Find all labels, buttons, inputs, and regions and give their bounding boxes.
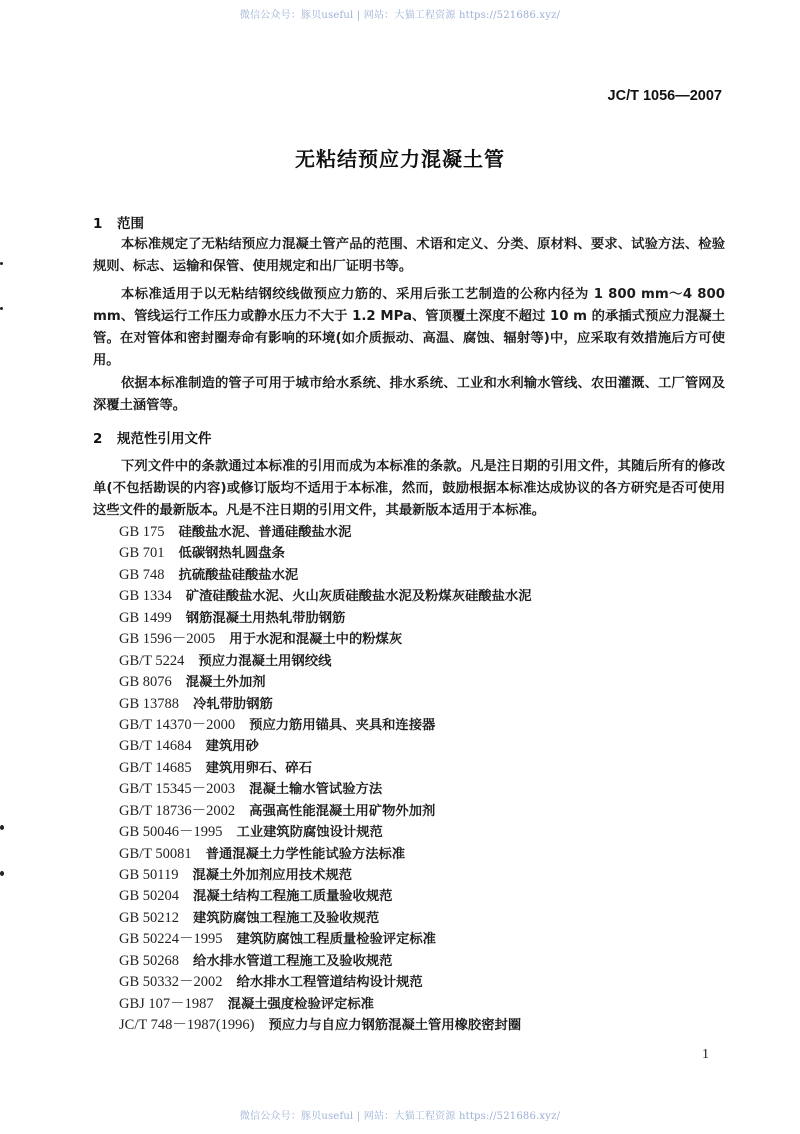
scope-paragraph-1: 本标准规定了无粘结预应力混凝土管产品的范围、术语和定义、分类、原材料、要求、试验方法、检验规则、标志、运输和保管、使用规定和出厂证明书等。 [93,237,725,274]
reference-code: GB/T 50081 [119,845,192,862]
reference-title: 低碳钢热轧圆盘条 [178,546,285,562]
references-intro-paragraph: 下列文件中的条款通过本标准的引用而成为本标准的条款。凡是注日期的引用文件，其随后所有的修改单(不包括勘误的内容)或修订版均不适用于本标准，然而，鼓励根据本标准达成协议的各方研究是否可使用这些文件的最新版本。凡是不注日期的引用文件，其最新版本适用于本标准。 [93,459,725,518]
document-title: 无粘结预应力混凝土管 [295,147,505,171]
reference-code: GB/T 18736－2002 [119,802,236,819]
reference-code: GB 1334 [119,588,172,605]
reference-code: GB 1596－2005 [119,631,216,648]
reference-item [119,801,532,822]
reference-code: GBJ 107－1987 [119,995,214,1012]
reference-item [119,886,532,907]
reference-item [119,929,532,950]
reference-title: 用于水泥和混凝土中的粉煤灰 [229,632,403,648]
reference-title: 预应力混凝土用钢绞线 [198,653,332,669]
reference-code: GB 50268 [119,952,180,969]
reference-title: 普通混凝土力学性能试验方法标准 [205,846,406,862]
reference-list [119,522,532,1037]
reference-title: 预应力筋用锚具、夹具和连接器 [249,717,436,733]
reference-item [119,651,532,672]
reference-code: GB/T 14685 [119,759,192,776]
reference-item [119,758,532,779]
reference-title: 硅酸盐水泥、普通硅酸盐水泥 [178,525,352,540]
reference-item [119,608,532,629]
reference-item [119,586,532,607]
binding-mark [0,825,4,830]
binding-mark [0,871,4,876]
standard-code: JC/T 1056—2007 [607,88,722,104]
reference-title: 钢筋混凝土用热轧带肋钢筋 [185,610,346,626]
section-number: 1 [93,216,103,232]
reference-item [119,972,532,993]
reference-code: GB 175 [119,524,165,540]
reference-item [119,629,532,650]
reference-code: GB 50212 [119,909,180,926]
reference-title: 建筑用卵石、碎石 [205,760,313,776]
reference-code: GB 8076 [119,674,172,691]
watermark-top: 微信公众号：豚贝useful | 网站：大猫工程资源 https://521686.xyz/ [239,10,561,21]
reference-title: 建筑用砂 [205,739,259,755]
reference-title: 建筑防腐蚀工程质量检验评定标准 [236,932,436,948]
reference-title: 混凝土结构工程施工质量验收规范 [193,889,393,905]
reference-item [119,822,532,843]
section-heading-normative-references [93,427,212,447]
reference-item [119,715,532,736]
reference-title: 抗硫酸盐硅酸盐水泥 [178,567,299,583]
scope-paragraph-3: 依据本标准制造的管子可用于城市给水系统、排水系统、工业和水利输水管线、农田灌溉、工厂管网及深覆土涵管等。 [93,376,725,413]
section-title: 范围 [117,216,144,232]
reference-item [119,1015,532,1036]
watermark-bottom: 微信公众号：豚贝useful | 网站：大猫工程资源 https://521686.xyz/ [239,1111,561,1122]
reference-item [119,736,532,757]
reference-code: JC/T 748－1987(1996) [119,1017,255,1034]
reference-item [119,672,532,693]
reference-code: GB 1499 [119,609,172,626]
reference-title: 给水排水管道工程施工及验收规范 [193,953,393,969]
section-number: 2 [93,431,103,447]
reference-title: 混凝土强度检验评定标准 [227,996,374,1012]
section-title: 规范性引用文件 [117,431,212,447]
binding-mark [0,262,3,265]
reference-code: GB 701 [119,545,165,562]
reference-code: GB 748 [119,566,165,583]
reference-title: 混凝土外加剂 [185,675,266,691]
reference-code: GB 13788 [119,695,180,712]
reference-item [119,844,532,865]
reference-item [119,522,532,543]
reference-item [119,694,532,715]
reference-code: GB/T 15345－2003 [119,781,236,798]
reference-item [119,565,532,586]
reference-title: 矿渣硅酸盐水泥、火山灰质硅酸盐水泥及粉煤灰硅酸盐水泥 [185,589,532,605]
binding-mark [0,307,3,310]
reference-code: GB 50046－1995 [119,824,223,841]
reference-item [119,908,532,929]
scope-paragraph-2: 本标准适用于以无粘结钢绞线做预应力筋的、采用后张工艺制造的公称内径为 1 800 mm～4 800 mm、管线运行工作压力或静水压力不大于 1.2 MPa、管顶覆土深度不超过 10 m 的承插式预应力混凝土管。在对管体和密封圈寿命有影响的环境(如介质振动、高温、腐蚀、辐射等)中，应采取有效措施后方可使用。 [93,287,725,368]
reference-title: 冷轧带肋钢筋 [193,696,273,712]
reference-item [119,865,532,886]
reference-code: GB 50204 [119,888,180,905]
reference-title: 混凝土外加剂应用技术规范 [192,868,353,883]
reference-code: GB/T 14684 [119,738,192,755]
reference-code: GB 50332－2002 [119,974,223,991]
reference-title: 高强高性能混凝土用矿物外加剂 [249,803,436,819]
reference-code: GB/T 5224 [119,652,185,669]
reference-item [119,951,532,972]
page-number: 1 [702,1047,709,1062]
section-heading-scope [93,212,144,232]
reference-code: GB 50119 [119,867,179,883]
reference-title: 混凝土输水管试验方法 [249,782,383,798]
reference-item [119,779,532,800]
reference-item [119,543,532,564]
reference-code: GB 50224－1995 [119,931,223,948]
reference-title: 给水排水工程管道结构设计规范 [236,975,423,991]
reference-code: GB/T 14370－2000 [119,716,236,733]
reference-title: 预应力与自应力钢筋混凝土管用橡胶密封圈 [268,1018,522,1034]
reference-title: 建筑防腐蚀工程施工及验收规范 [193,910,380,926]
reference-title: 工业建筑防腐蚀设计规范 [236,825,383,841]
reference-item [119,994,532,1015]
